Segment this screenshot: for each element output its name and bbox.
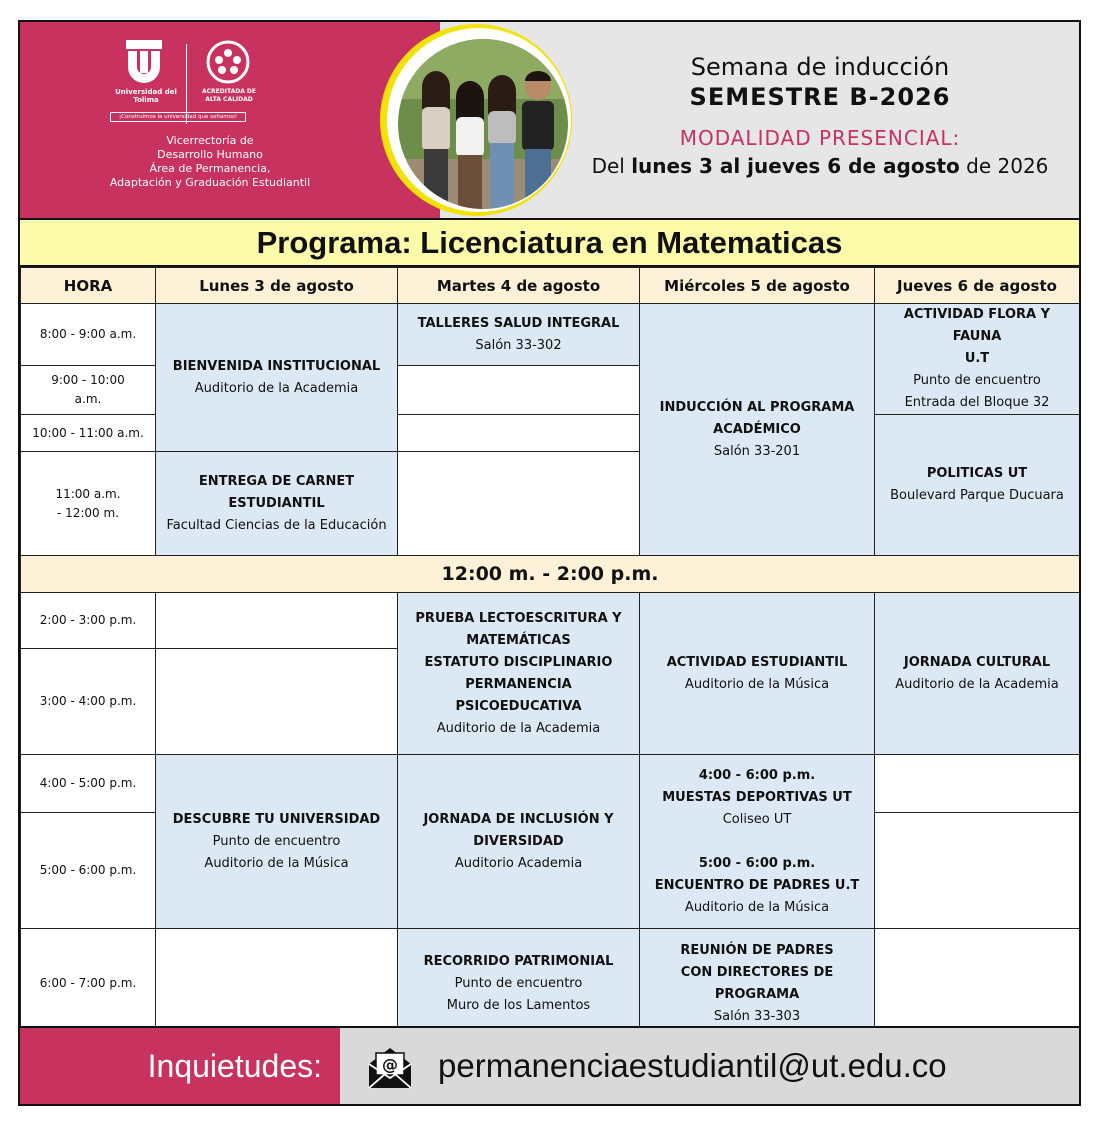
lunch-row (21, 556, 1080, 593)
event-title-line-2: U.T (964, 351, 990, 366)
empty-slot (875, 813, 1080, 929)
event-descubre (156, 755, 398, 929)
event-place: Auditorio de la Música (684, 899, 830, 915)
time-slot-18: 6:00 - 7:00 p.m. (21, 929, 156, 1039)
event-place-line-1: Punto de encuentro (212, 833, 341, 849)
event-title-line-2: ESTUDIANTIL (228, 495, 325, 511)
event-induccion (640, 304, 875, 556)
event-actividad-estudiantil (640, 593, 875, 755)
empty-slot (398, 415, 640, 452)
students-photo (398, 39, 568, 209)
event-place-line-2: Entrada del Bloque 32 (904, 395, 1050, 410)
header-title-block (580, 52, 1060, 180)
event-deportes-padres (640, 755, 875, 929)
header-pink-panel (20, 22, 440, 218)
time-line-1: 9:00 - 10:00 (51, 373, 125, 388)
event-title: ENCUENTRO DE PADRES U.T (654, 877, 860, 893)
event-place: Auditorio Academia (454, 855, 583, 871)
event-politicas (875, 415, 1080, 556)
event-title: ACTIVIDAD ESTUDIANTIL (666, 654, 848, 670)
time-slot-14: 2:00 - 3:00 p.m. (21, 593, 156, 649)
svg-text:@: @ (382, 1055, 398, 1074)
date-range-year: de 2026 (966, 154, 1049, 178)
event-talleres (398, 304, 640, 366)
event-bienvenida (156, 304, 398, 452)
empty-slot (875, 755, 1080, 813)
event-title-line-2: DIVERSIDAD (473, 833, 564, 849)
program-title: Programa: Licenciatura en Matematicas (20, 218, 1079, 267)
event-place: Auditorio de la Academia (436, 720, 601, 736)
department-line-1: Vicerrectoría de (166, 134, 254, 147)
event-place-line-1: Punto de encuentro (454, 975, 583, 991)
slogan: ¡Construimos la universidad que soñamos! (110, 112, 246, 122)
lunch-break: 12:00 m. - 2:00 p.m. (21, 556, 1080, 593)
event-recorrido (398, 929, 640, 1039)
event-title-line-1: INDUCCIÓN AL PROGRAMA (659, 399, 855, 415)
header-row (21, 268, 1080, 304)
event-place: Auditorio de la Academia (895, 676, 1059, 692)
event-time: 4:00 - 6:00 p.m. (698, 767, 816, 783)
empty-slot (156, 929, 398, 1039)
table-row (21, 593, 1080, 649)
event-title: JORNADA CULTURAL (903, 654, 1051, 670)
event-title: DESCUBRE TU UNIVERSIDAD (172, 811, 381, 827)
event-place: Salón 33-302 (475, 337, 562, 353)
event-title-line-1: ENTREGA DE CARNET (198, 473, 355, 489)
time-slot-17: 5:00 - 6:00 p.m. (21, 813, 156, 929)
empty-slot (875, 929, 1080, 1039)
event-jornada-cultural (875, 593, 1080, 755)
department-line-2: Desarrollo Humano (157, 148, 263, 161)
department-line-3: Área de Permanencia, (149, 162, 271, 175)
empty-slot (156, 593, 398, 649)
time-slot-10: 10:00 - 11:00 a.m. (21, 415, 156, 452)
accreditation-text: ACREDITADA DE ALTA CALIDAD (201, 88, 257, 103)
time-line-2: a.m. (74, 392, 102, 407)
event-title-line-3: ESTATUTO DISCIPLINARIO (424, 654, 613, 670)
event-inclusion (398, 755, 640, 929)
event-title-line-1: ACTIVIDAD FLORA Y FAUNA (903, 307, 1051, 344)
table-row (21, 755, 1080, 813)
footer-label: Inquietudes: (20, 1028, 340, 1104)
event-place: Salón 33-303 (713, 1008, 801, 1024)
time-slot-15: 3:00 - 4:00 p.m. (21, 649, 156, 755)
event-place: Auditorio de la Academia (194, 380, 359, 396)
time-slot-11 (21, 452, 156, 556)
column-header-jueves: Jueves 6 de agosto (875, 268, 1080, 304)
event-time: 5:00 - 6:00 p.m. (698, 855, 816, 871)
ut-logo-icon (124, 40, 164, 84)
time-slot-9 (21, 366, 156, 415)
modality-label: MODALIDAD PRESENCIAL: (679, 126, 961, 150)
event-title-line-1: JORNADA DE INCLUSIÓN Y (423, 811, 614, 827)
event-place: Auditorio de la Música (684, 676, 830, 692)
event-title-line-2: CON DIRECTORES DE (680, 964, 834, 980)
students-photo-illustration (398, 39, 568, 209)
event-place-line-2: Muro de los Lamentos (446, 997, 591, 1013)
column-header-hora: HORA (21, 268, 156, 304)
time-slot-8: 8:00 - 9:00 a.m. (21, 304, 156, 366)
contact-email-link[interactable]: permanenciaestudiantil@ut.edu.co (438, 1047, 947, 1084)
department-name (80, 134, 340, 190)
event-place-line-1: Punto de encuentro (913, 373, 1041, 388)
empty-slot (398, 452, 640, 556)
event-place: Boulevard Parque Ducuara (890, 488, 1064, 503)
event-title: TALLERES SALUD INTEGRAL (417, 315, 620, 331)
event-title-line-2: ACADÉMICO (713, 421, 801, 437)
time-slot-16: 4:00 - 5:00 p.m. (21, 755, 156, 813)
spacer (644, 831, 870, 853)
event-title-line-2: MATEMÁTICAS (466, 632, 571, 648)
empty-slot (156, 649, 398, 755)
induction-flyer (18, 20, 1081, 1106)
event-title: MUESTAS DEPORTIVAS UT (662, 789, 852, 805)
event-title-line-1: REUNIÓN DE PADRES (680, 942, 834, 958)
event-flora-fauna (875, 304, 1080, 415)
event-title: RECORRIDO PATRIMONIAL (423, 953, 614, 969)
time-line-1: 11:00 a.m. (55, 486, 121, 501)
date-range (580, 152, 1060, 180)
column-header-miercoles: Miércoles 5 de agosto (640, 268, 875, 304)
induction-week-title: Semana de inducción (690, 53, 950, 81)
event-reunion-padres (640, 929, 875, 1039)
event-prueba (398, 593, 640, 755)
footer (20, 1026, 1079, 1104)
event-place-line-2: Auditorio de la Música (204, 855, 349, 871)
event-place: Salón 33-201 (713, 443, 801, 459)
event-place: Facultad Ciencias de la Educación (166, 517, 387, 533)
ut-name: Universidad del Tolima (115, 88, 177, 104)
time-line-2: - 12:00 m. (56, 505, 120, 520)
event-title-line-5: PSICOEDUCATIVA (455, 698, 582, 714)
event-title: BIENVENIDA INSTITUCIONAL (172, 358, 381, 374)
department-line-4: Adaptación y Graduación Estudiantil (109, 176, 311, 189)
table-row (21, 929, 1080, 1039)
event-title-line-4: PERMANENCIA (465, 676, 572, 692)
column-header-martes: Martes 4 de agosto (398, 268, 640, 304)
event-title: POLITICAS UT (926, 466, 1028, 481)
header-banner (20, 22, 1079, 218)
column-header-lunes: Lunes 3 de agosto (156, 268, 398, 304)
event-place: Coliseo UT (722, 811, 792, 827)
event-title-line-3: PROGRAMA (714, 986, 800, 1002)
table-row (21, 304, 1080, 366)
event-carnet (156, 452, 398, 556)
date-range-dates: lunes 3 al jueves 6 de agosto (631, 154, 960, 178)
empty-slot (398, 366, 640, 415)
schedule-table (20, 267, 1080, 1039)
logo-area (80, 40, 340, 210)
accreditation-seal-icon (206, 40, 250, 84)
email-icon (367, 1044, 413, 1090)
date-range-prefix: Del (591, 154, 625, 178)
semester-title: SEMESTRE B-2026 (689, 83, 951, 111)
event-title-line-1: PRUEBA LECTOESCRITURA Y (415, 610, 622, 626)
